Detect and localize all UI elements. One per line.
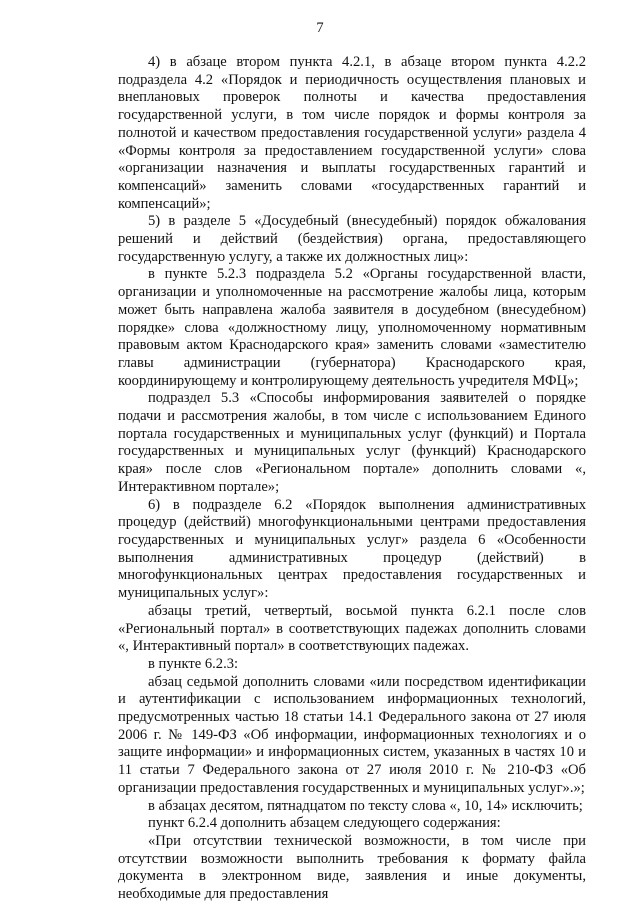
paragraph: абзацы третий, четвертый, восьмой пункта 6.2.1 после слов «Региональный портал» в соответствующих падежах дополнить словами «, Интерактивный портал» в соответствующих падежах. [118, 602, 586, 655]
paragraph: «При отсутствии технической возможности, в том числе при отсутствии возможности выполнить требования к формату файла документа в электронном виде, заявления и иные документы, необходимые для предоставления [118, 832, 586, 903]
page-number: 7 [316, 20, 324, 36]
paragraph: 5) в разделе 5 «Досудебный (внесудебный) порядок обжалования решений и действий (бездействия) органа, предоставляющего государственную услугу, а также их должностных лиц»: [118, 213, 586, 265]
paragraph: в пункте 6.2.3: [148, 655, 239, 672]
paragraph: абзац седьмой дополнить словами «или посредством идентификации и аутентификации с использованием информационных технологий, предусмотренных частью 18 статьи 14.1 Федерального закона от 27 июля 2006 г. № 149-ФЗ «Об информации, информационных технологиях и о защите информации» и информационных систем, указанных в частях 10 и 11 статьи 7 Федерального закона от 27 июля 2010 г. № 210-ФЗ «Об организации предоставления государственных и муниципальных услуг».»; [118, 673, 586, 796]
paragraph: 4) в абзаце втором пункта 4.2.1, в абзаце втором пункта 4.2.2 подраздела 4.2 «Порядок и периодичность осуществления плановых и внеплановых проверок полноты и качества предоставления государственной услуги, в том числе порядок и формы контроля за полнотой и качеством предоставления государственной услуги» раздела 4 «Формы контроля за предоставлением государственной услуги» слова «организации назначения и выплаты государственных гарантий и компенсаций» заменить словами «государственных гарантий и компенсаций»; [118, 54, 586, 212]
paragraph: пункт 6.2.4 дополнить абзацем следующего содержания: [148, 815, 501, 832]
paragraph: подраздел 5.3 «Способы информирования заявителей о порядке подачи и рассмотрения жалобы, в том числе с использованием Единого портала государственных и муниципальных услуг (функций) и Портала государственных и муниципальных услуг (функций) Краснодарского края» после слов «Региональном портале» дополнить словами «, Интерактивном портале»; [118, 390, 586, 495]
paragraph: в пункте 5.2.3 подраздела 5.2 «Органы государственной власти, организации и уполномоченные на рассмотрение жалобы лица, которым может быть направлена жалоба заявителя в досудебном (внесудебном) порядке» слова «должностному лицу, уполномоченному нормативным правовым актом Краснодарского края» заменить словами «заместителю главы администрации (губернатора) Краснодарского края, координирующему и контролирующему деятельность учредителя МФЦ»; [118, 266, 586, 389]
paragraph: в абзацах десятом, пятнадцатом по тексту слова «, 10, 14» исключить; [148, 797, 583, 814]
document-body [118, 54, 586, 904]
paragraph: 6) в подразделе 6.2 «Порядок выполнения административных процедур (действий) многофункциональными центрами предоставления государственных и муниципальных услуг» раздела 6 «Особенности выполнения административных процедур (действий) в многофункциональных центрах предоставления государственных и муниципальных услуг»: [118, 496, 586, 602]
